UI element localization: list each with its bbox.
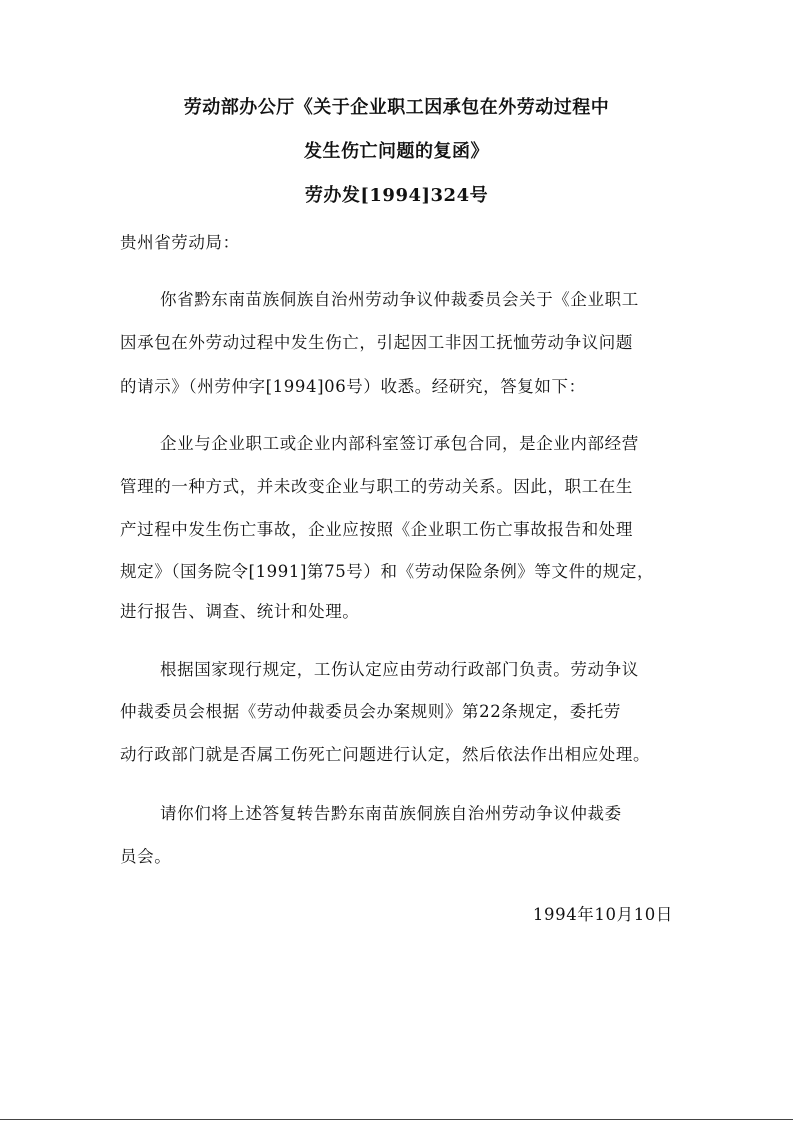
paragraph-3-line-3: 动行政部门就是否属工伤死亡问题进行认定，然后依法作出相应处理。: [120, 745, 651, 764]
page-bottom-border: [0, 1119, 793, 1120]
paragraph-4-line-1: 请你们将上述答复转告黔东南苗族侗族自治州劳动争议仲裁委: [160, 804, 622, 823]
paragraph-2-line-5: 进行报告、调查、统计和处理。: [120, 602, 360, 621]
paragraph-2-line-2: 管理的一种方式，并未改变企业与职工的劳动关系。因此，职工在生: [120, 477, 633, 496]
paragraph-2-line-4: 规定》（国务院令[1991]第75号）和《劳动保险条例》等文件的规定，: [120, 562, 655, 581]
paragraph-1-line-3: 的请示》（州劳仲字[1994]06号）收悉。经研究，答复如下：: [120, 377, 586, 396]
paragraph-2-line-3: 产过程中发生伤亡事故，企业应按照《企业职工伤亡事故报告和处理: [120, 520, 633, 539]
document-number: 劳办发[1994]324号: [304, 185, 489, 206]
paragraph-1-line-1: 你省黔东南苗族侗族自治州劳动争议仲裁委员会关于《企业职工: [160, 290, 639, 309]
document-date: 1994年10月10日: [532, 905, 673, 924]
document-title-line-1: 劳动部办公厅《关于企业职工因承包在外劳动过程中: [183, 97, 610, 118]
paragraph-4-line-2: 员会。: [120, 847, 172, 866]
paragraph-1-line-2: 因承包在外劳动过程中发生伤亡，引起因工非因工抚恤劳动争议问题: [120, 333, 633, 352]
paragraph-2-line-1: 企业与企业职工或企业内部科室签订承包合同，是企业内部经营: [160, 434, 639, 453]
paragraph-3-line-1: 根据国家现行规定，工伤认定应由劳动行政部门负责。劳动争议: [160, 660, 639, 679]
paragraph-3-line-2: 仲裁委员会根据《劳动仲裁委员会办案规则》第22条规定，委托劳: [120, 702, 621, 721]
addressee: 贵州省劳动局：: [120, 233, 240, 252]
document-title-line-2: 发生伤亡问题的复函》: [304, 141, 489, 162]
